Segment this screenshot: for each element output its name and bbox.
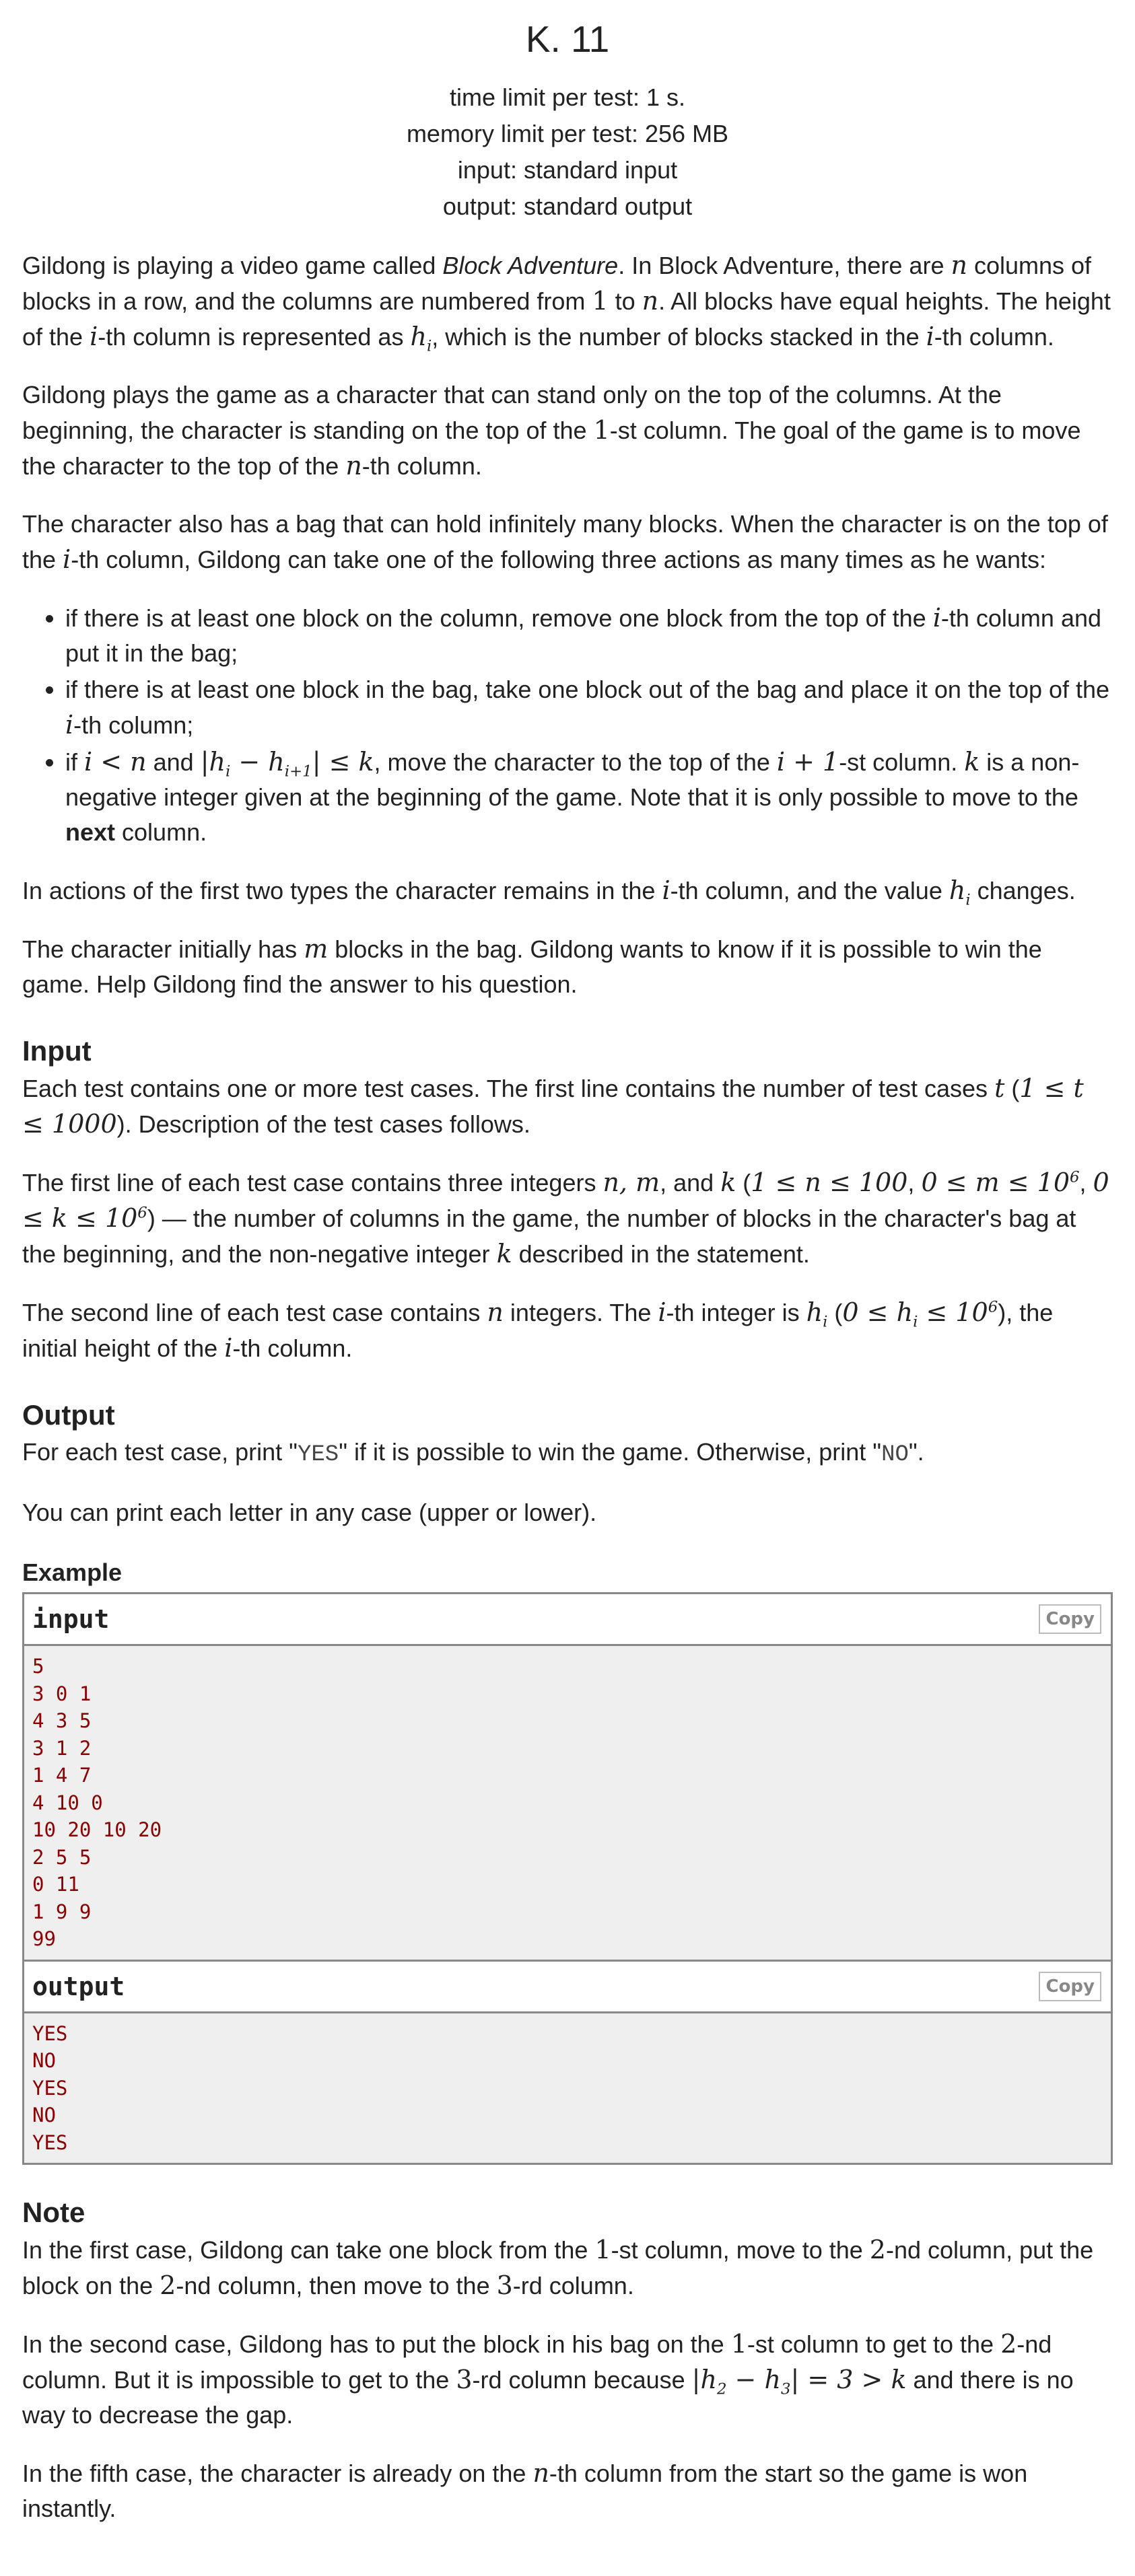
math-sub: i [426, 337, 432, 355]
math-sup: 6 [988, 1298, 998, 1316]
math-var: i [90, 322, 98, 351]
math-var: n [345, 451, 362, 480]
math-var: t [994, 1073, 1005, 1103]
sample-line: NO [32, 2049, 56, 2072]
output-paragraph-2: You can print each letter in any case (upper or lower). [22, 1499, 597, 1526]
text: blocks in the bag. Gildong wants to know if it is possible to win the game. Help Gildong find the answer to his question. [22, 935, 1042, 998]
sample-input-header [24, 1594, 1111, 1646]
text: ( [736, 1169, 751, 1196]
math-expr: i + 1 [776, 747, 839, 777]
sample-line: 3 1 2 [32, 1736, 92, 1760]
note-paragraph-3 [22, 2456, 1113, 2526]
action-item [65, 744, 1113, 850]
math-expr [691, 2365, 907, 2398]
text: In the second case, Gildong has to put the block in his bag on the [22, 2330, 731, 2358]
action-item [65, 672, 1113, 743]
sample-input-label: input [32, 1604, 110, 1634]
actions-list [22, 600, 1113, 850]
math-var: i [65, 710, 74, 740]
game-name: Block Adventure [442, 252, 619, 279]
text: The first line of each test case contains three integers [22, 1169, 603, 1196]
statement-paragraph-2 [22, 378, 1113, 484]
action-item [65, 600, 1113, 671]
math-var: i [932, 603, 941, 633]
example-title: Example [22, 1559, 123, 1586]
math-var: n [642, 286, 659, 316]
text: -st column. The goal of the game is to move the character to the top of the [22, 417, 1081, 480]
text: -th column. [362, 452, 482, 480]
sample-line: 5 [32, 1655, 44, 1678]
text: to [608, 287, 642, 315]
input-specification [22, 1034, 1113, 1366]
math-var: k [496, 1239, 512, 1268]
math-var: n [487, 1297, 504, 1327]
sample-line: 4 10 0 [32, 1791, 103, 1814]
text: is a non-negative integer given at the beginning of the game. Note that it is only possible to move to the [65, 748, 1080, 811]
text: The character initially has [22, 935, 304, 963]
text: -th column. [934, 323, 1054, 351]
sample-line: 2 5 5 [32, 1845, 92, 1869]
memory-limit: memory limit per test: 256 MB [406, 120, 729, 147]
note-paragraph-1 [22, 2232, 1113, 2303]
math-num: 1 [730, 2329, 747, 2359]
math-part: | ≤ k [312, 747, 374, 777]
math-sub: i+1 [284, 762, 312, 781]
math-sub: i [965, 891, 971, 909]
text: if there is at least one block on the column, remove one block from the top of the [65, 604, 933, 632]
sample-input-content[interactable] [24, 1646, 1111, 1960]
math-var: k [720, 1168, 736, 1197]
math-part: − h [726, 2365, 781, 2394]
math-var: h [806, 1297, 823, 1327]
math-var: i [658, 1297, 666, 1327]
math-var [949, 875, 971, 909]
sample-output-header [24, 1962, 1111, 2013]
text: ". [908, 1438, 924, 1466]
math-sub: i [913, 1313, 918, 1331]
math-sup: 6 [137, 1204, 147, 1222]
copy-output-button[interactable]: Copy [1039, 1972, 1101, 2001]
output-paragraph-1 [22, 1435, 1113, 1472]
math-num: 2 [160, 2270, 176, 2300]
math-var: i [926, 322, 934, 351]
math-expr: 1 ≤ n ≤ 100 [751, 1168, 908, 1197]
sample-line: 99 [32, 1927, 56, 1950]
bold-text: next [65, 818, 116, 846]
math-num: 2 [869, 2235, 886, 2264]
text: In actions of the first two types the character remains in the [22, 877, 662, 904]
text: For each test case, print " [22, 1438, 298, 1466]
text: -st column, move to the [611, 2236, 870, 2264]
input-paragraph-2 [22, 1165, 1113, 1272]
text: -nd column. But it is impossible to get to the [22, 2330, 1052, 2394]
note-paragraph-2 [22, 2326, 1113, 2433]
math-part: |h [691, 2365, 717, 2394]
math-num: 1 [594, 2235, 611, 2264]
math-sup: 6 [1070, 1168, 1080, 1186]
text: columns of blocks in a row, and the columns are numbered from [22, 252, 1092, 315]
math-expr: n, m [603, 1168, 660, 1197]
text: Gildong is playing a video game called [22, 252, 443, 279]
text: ), the initial height of the [22, 1299, 1054, 1362]
math-part: − h [230, 747, 285, 777]
math-sub: 2 [716, 2380, 727, 2398]
sample-line: 1 9 9 [32, 1900, 92, 1923]
text: , [1079, 1169, 1087, 1196]
text: and there is no way to decrease the gap. [22, 2366, 1074, 2429]
text: ) — the number of columns in the game, the number of blocks in the character's bag at the beginning, and the non-negative integer [22, 1205, 1076, 1268]
text: ( [827, 1299, 843, 1326]
math-num: 1 [593, 415, 610, 445]
problem-header [22, 12, 1113, 225]
text: if there is at least one block in the bag, take one block out of the bag and place it on the top of the [65, 676, 1110, 703]
output-specification [22, 1398, 1113, 1530]
math-num: 1 [592, 286, 609, 316]
text: " if it is possible to win the game. Otherwise, print " [339, 1438, 882, 1466]
text: described in the statement. [512, 1240, 810, 1268]
math-part: |h [200, 747, 226, 777]
text: ( [1004, 1075, 1020, 1102]
sample-line: YES [32, 2076, 68, 2100]
math-sub: i [226, 762, 231, 781]
text: , move the character to the top of the [374, 748, 777, 776]
note-section [22, 2196, 1113, 2526]
code-yes: YES [297, 1442, 339, 1468]
math-num: 3 [496, 2270, 513, 2300]
text: , which is the number of blocks stacked in the [432, 323, 926, 351]
statement-paragraph-5 [22, 931, 1113, 1002]
sample-line: NO [32, 2104, 56, 2126]
text: -th column and put it in the bag; [65, 604, 1102, 667]
input-file: input: standard input [457, 156, 678, 184]
text: -th column, Gildong can take one of the following three actions as many times as he wants: [71, 546, 1046, 573]
text: -rd column. [512, 2272, 634, 2299]
sample-tests [22, 1557, 1113, 2165]
input-paragraph-3 [22, 1295, 1113, 1366]
text: -nd column, then move to the [176, 2272, 497, 2299]
text: -st column to get to the [747, 2330, 1001, 2358]
statement-paragraph-4 [22, 873, 1113, 908]
math-var: k [964, 747, 980, 777]
time-limit: time limit per test: 1 s. [449, 83, 686, 111]
text: and [146, 748, 201, 776]
math-part: 0 ≤ m ≤ 10 [921, 1168, 1070, 1197]
input-paragraph-1 [22, 1071, 1113, 1142]
math-part: ≤ 10 [918, 1297, 988, 1327]
text: -nd column, put the block on the [22, 2236, 1094, 2299]
text: ). Description of the test cases follows. [116, 1110, 530, 1138]
text: if [65, 748, 85, 776]
math-var: h [949, 875, 966, 905]
sample-output-content[interactable] [24, 2013, 1111, 2163]
sample-input-box [22, 1592, 1113, 1962]
math-expr: 1 ≤ t ≤ 1000 [22, 1073, 1084, 1139]
math-num: 3 [456, 2365, 473, 2394]
statement-paragraph-1 [22, 248, 1113, 355]
text: -th column is represented as [98, 323, 411, 351]
text: . All blocks have equal heights. The height of the [22, 287, 1111, 351]
math-var [410, 322, 432, 355]
math-expr: i < n [84, 747, 147, 777]
sample-line: YES [32, 2022, 68, 2045]
text: -st column. [839, 748, 965, 776]
problem-title: K. 11 [525, 18, 610, 60]
math-var: n [532, 2458, 549, 2488]
sample-line: YES [32, 2131, 68, 2154]
input-section-title: Input [22, 1035, 92, 1067]
math-part: 0 ≤ h [842, 1297, 914, 1327]
math-expr [921, 1168, 1079, 1197]
math-var: i [224, 1333, 233, 1363]
math-var [806, 1297, 828, 1331]
math-sub: i [823, 1313, 828, 1331]
text: -th integer is [666, 1299, 806, 1326]
sample-line: 3 0 1 [32, 1682, 92, 1705]
text: column. [115, 818, 207, 846]
output-file: output: standard output [442, 192, 693, 220]
math-var: i [63, 544, 71, 574]
note-title: Note [22, 2196, 85, 2228]
sample-line: 1 4 7 [32, 1764, 92, 1787]
math-var: n [951, 250, 967, 280]
text: integers. The [503, 1299, 658, 1326]
text: The second line of each test case contains [22, 1299, 487, 1326]
math-var: i [662, 875, 670, 905]
text: Each test contains one or more test cases. The first line contains the number of test cases [22, 1075, 995, 1102]
problem-statement [22, 248, 1113, 1002]
text: -th column. [232, 1334, 353, 1362]
sample-output-label: output [32, 1971, 125, 2001]
math-expr [842, 1297, 998, 1331]
text: -rd column because [472, 2366, 692, 2394]
math-part: | = 3 > k [790, 2365, 907, 2394]
math-part: 0 ≤ k ≤ 10 [22, 1168, 1109, 1233]
math-num: 2 [1000, 2329, 1017, 2359]
output-section-title: Output [22, 1399, 115, 1431]
text: In the first case, Gildong can take one block from the [22, 2236, 595, 2264]
statement-paragraph-3 [22, 507, 1113, 577]
text: In the fifth case, the character is already on the [22, 2460, 533, 2487]
text: -th column; [73, 711, 194, 739]
sample-output-box [22, 1962, 1113, 2166]
text: , [907, 1169, 922, 1196]
sample-line: 10 20 10 20 [32, 1818, 162, 1841]
text: changes. [970, 877, 1076, 904]
math-var: h [410, 322, 427, 351]
text: , and [660, 1169, 721, 1196]
text: -th column, and the value [670, 877, 949, 904]
math-sub: 3 [780, 2380, 791, 2398]
text: -th column from the start so the game is won instantly. [22, 2460, 1028, 2522]
sample-line: 4 3 5 [32, 1709, 92, 1732]
math-var: m [304, 934, 329, 964]
math-expr [200, 747, 374, 781]
text: Gildong plays the game as a character that can stand only on the top of the columns. At the beginning, the character is standing on the top of the [22, 381, 1002, 444]
text: . In Block Adventure, there are [618, 252, 951, 279]
code-no: NO [881, 1442, 909, 1468]
copy-input-button[interactable]: Copy [1039, 1604, 1101, 1634]
sample-line: 0 11 [32, 1873, 79, 1896]
text: The character also has a bag that can hold infinitely many blocks. When the character is on the top of the [22, 510, 1108, 573]
